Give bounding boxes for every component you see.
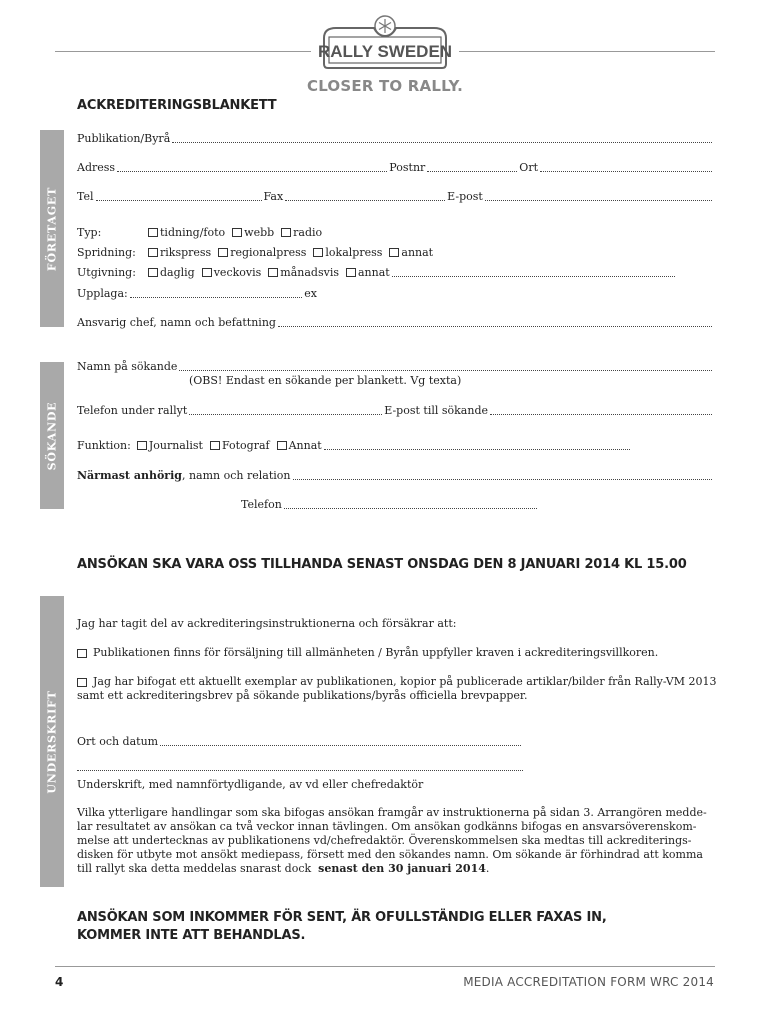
option-label: daglig [160,265,195,279]
circulation-unit: ex [304,287,317,300]
publishing-option[interactable] [268,266,339,279]
address-field[interactable] [117,160,387,172]
declaration-check2 [77,675,717,703]
option-label: Annat [288,438,322,452]
page-number: 4 [55,975,64,989]
check1-text: Publikationen finns för försäljning till allmänheten / Byrån uppfyller kraven i ackrediteringsvillkoren. [93,646,659,659]
signature-field[interactable] [77,770,523,771]
postnr-field[interactable] [427,160,517,172]
info-line: melse att undertecknas av publikationens vd/chefredaktör. Överenskommelsen ska medtas till ackrediterings- [77,834,692,847]
declaration-check1 [77,646,658,660]
info-deadline: senast den 30 januari 2014 [318,862,486,875]
type-row [77,224,329,240]
checkbox[interactable] [137,441,147,450]
publishing-other-field[interactable] [392,267,675,277]
applicant-note: (OBS! Endast en sökande per blankett. Vg texta) [189,374,462,387]
option-label: regionalpress [230,245,307,259]
check2-text-line2: samt ett ackrediteringsbrev på sökande publikations/byrås officiella brevpapper. [77,689,528,702]
email-field[interactable] [485,189,712,201]
section-label-signature: UNDERSKRIFT [45,689,59,794]
circulation-field[interactable] [130,286,303,298]
section-label-applicant: SÖKANDE [45,401,59,470]
editor-field[interactable] [278,315,712,327]
type-option[interactable] [232,226,274,239]
section-tab-applicant [40,362,64,509]
section-tab-signature [40,596,64,887]
publication-label: Publikation/Byrå [77,132,171,145]
publication-field[interactable] [172,131,712,143]
publishing-option[interactable] [346,266,390,279]
page-title: ACKREDITERINGSBLANKETT [77,98,277,113]
checkbox[interactable] [77,649,87,658]
email-label: E-post [447,190,483,203]
editor-row [77,314,714,330]
checkbox[interactable] [148,228,158,237]
applicant-name-row [77,358,714,374]
distribution-row [77,244,440,260]
deadline-notice: ANSÖKAN SKA VARA OSS TILLHANDA SENAST ONSDAG DEN 8 JANUARI 2014 KL 15.00 [77,557,687,572]
publishing-label: Utgivning: [77,265,136,279]
checkbox[interactable] [281,228,291,237]
applicant-name-field[interactable] [179,359,712,371]
function-row [77,437,632,453]
publication-row [77,130,714,146]
info-line-last [77,862,717,876]
function-other-field[interactable] [324,440,630,450]
place-date-field[interactable] [160,734,521,746]
info-line: Vilka ytterligare handlingar som ska bifogas ansökan framgår av instruktionerna på sidan 3. Arrangören medde- [77,806,707,819]
info-line: lar resultatet av ansökan ca två veckor innan tävlingen. Om ansökan godkänns bifogas en ansvarsöverenskom- [77,820,697,833]
relative-label: , namn och relation [181,469,291,482]
function-option[interactable] [277,439,322,452]
tel-field[interactable] [96,189,262,201]
relative-phone-row [241,496,539,512]
option-label: veckovis [213,265,262,279]
distribution-option[interactable] [148,246,211,259]
footer-rule [55,966,715,967]
type-option[interactable] [148,226,225,239]
address-label: Adress [77,161,116,174]
postnr-label: Postnr [389,161,426,174]
applicant-contact-row [77,402,714,418]
address-row [77,159,714,175]
fax-field[interactable] [285,189,445,201]
relative-field[interactable] [293,468,713,480]
info-line: disken för utbyte mot ansökt mediepass, försett med den sökandes namn. Om sökande är förhindrad att komma [77,848,703,861]
relative-phone-label: Telefon [241,498,282,511]
option-label: Journalist [148,438,203,452]
checkbox[interactable] [210,441,220,450]
info-paragraph [77,806,717,876]
ort-field[interactable] [540,160,712,172]
ort-label: Ort [519,161,538,174]
type-label: Typ: [77,225,102,239]
circulation-label: Upplaga: [77,287,128,300]
distribution-option[interactable] [389,246,433,259]
option-label: lokalpress [325,245,383,259]
distribution-label: Spridning: [77,245,136,259]
relative-phone-field[interactable] [284,497,537,509]
info-line-post: . [485,862,490,875]
checkbox[interactable] [346,268,356,277]
applicant-email-label: E-post till sökande [384,404,488,417]
declaration-intro: Jag har tagit del av ackrediteringsinstruktionerna och försäkrar att: [77,617,457,630]
option-label: radio [293,225,323,239]
signature-caption: Underskrift, med namnförtydligande, av vd eller chefredaktör [77,778,424,791]
relative-label-bold: Närmast anhörig [77,469,182,482]
header-rule-right [459,51,715,52]
rally-sweden-logo [318,14,452,72]
checkbox[interactable] [277,441,287,450]
info-line-pre: till rallyt ska detta meddelas snarast dock [77,862,319,875]
footer-title: MEDIA ACCREDITATION FORM WRC 2014 [463,975,714,989]
option-label: tidning/foto [160,225,226,239]
tel-label: Tel [77,190,94,203]
checkbox[interactable] [389,248,399,257]
publishing-option[interactable] [148,266,195,279]
applicant-email-field[interactable] [490,403,712,415]
checkbox[interactable] [268,268,278,277]
checkbox[interactable] [232,228,242,237]
section-tab-company [40,130,64,327]
option-label: rikspress [160,245,212,259]
warning-line-2: KOMMER INTE ATT BEHANDLAS. [77,928,306,943]
editor-label: Ansvarig chef, namn och befattning [77,316,276,329]
checkbox[interactable] [313,248,323,257]
section-label-company: FÖRETAGET [45,186,59,271]
checkbox[interactable] [148,248,158,257]
applicant-phone-label: Telefon under rallyt [77,404,188,417]
function-option[interactable] [210,439,270,452]
publishing-row [77,264,677,280]
fax-label: Fax [263,190,284,203]
slogan: CLOSER TO RALLY. [306,77,464,95]
checkbox[interactable] [202,268,212,277]
distribution-option[interactable] [313,246,382,259]
option-label: annat [401,245,434,259]
phone-row [77,188,714,204]
type-option[interactable] [281,226,322,239]
header-rule-left [55,51,311,52]
check2-text-line1: Jag har bifogat ett aktuellt exemplar av publikationen, kopior på publicerade artiklar/bilder från Rally-VM 2013 [93,675,717,688]
option-label: annat [357,265,390,279]
warning-line-1: ANSÖKAN SOM INKOMMER FÖR SENT, ÄR OFULLSTÄNDIG ELLER FAXAS IN, [77,910,607,925]
option-label: Fotograf [221,438,270,452]
publishing-option[interactable] [202,266,262,279]
place-date-row [77,733,523,749]
checkbox[interactable] [77,678,87,687]
applicant-phone-field[interactable] [189,403,382,415]
option-label: månadsvis [280,265,339,279]
logo-text: RALLY SWEDEN [318,42,452,61]
circulation-row [77,285,317,301]
checkbox[interactable] [148,268,158,277]
relative-row [77,467,714,483]
option-label: webb [244,225,275,239]
place-date-label: Ort och datum [77,735,159,748]
function-label: Funktion: [77,438,131,452]
checkbox[interactable] [218,248,228,257]
applicant-name-label: Namn på sökande [77,360,178,373]
distribution-option[interactable] [218,246,306,259]
function-option[interactable] [137,439,203,452]
